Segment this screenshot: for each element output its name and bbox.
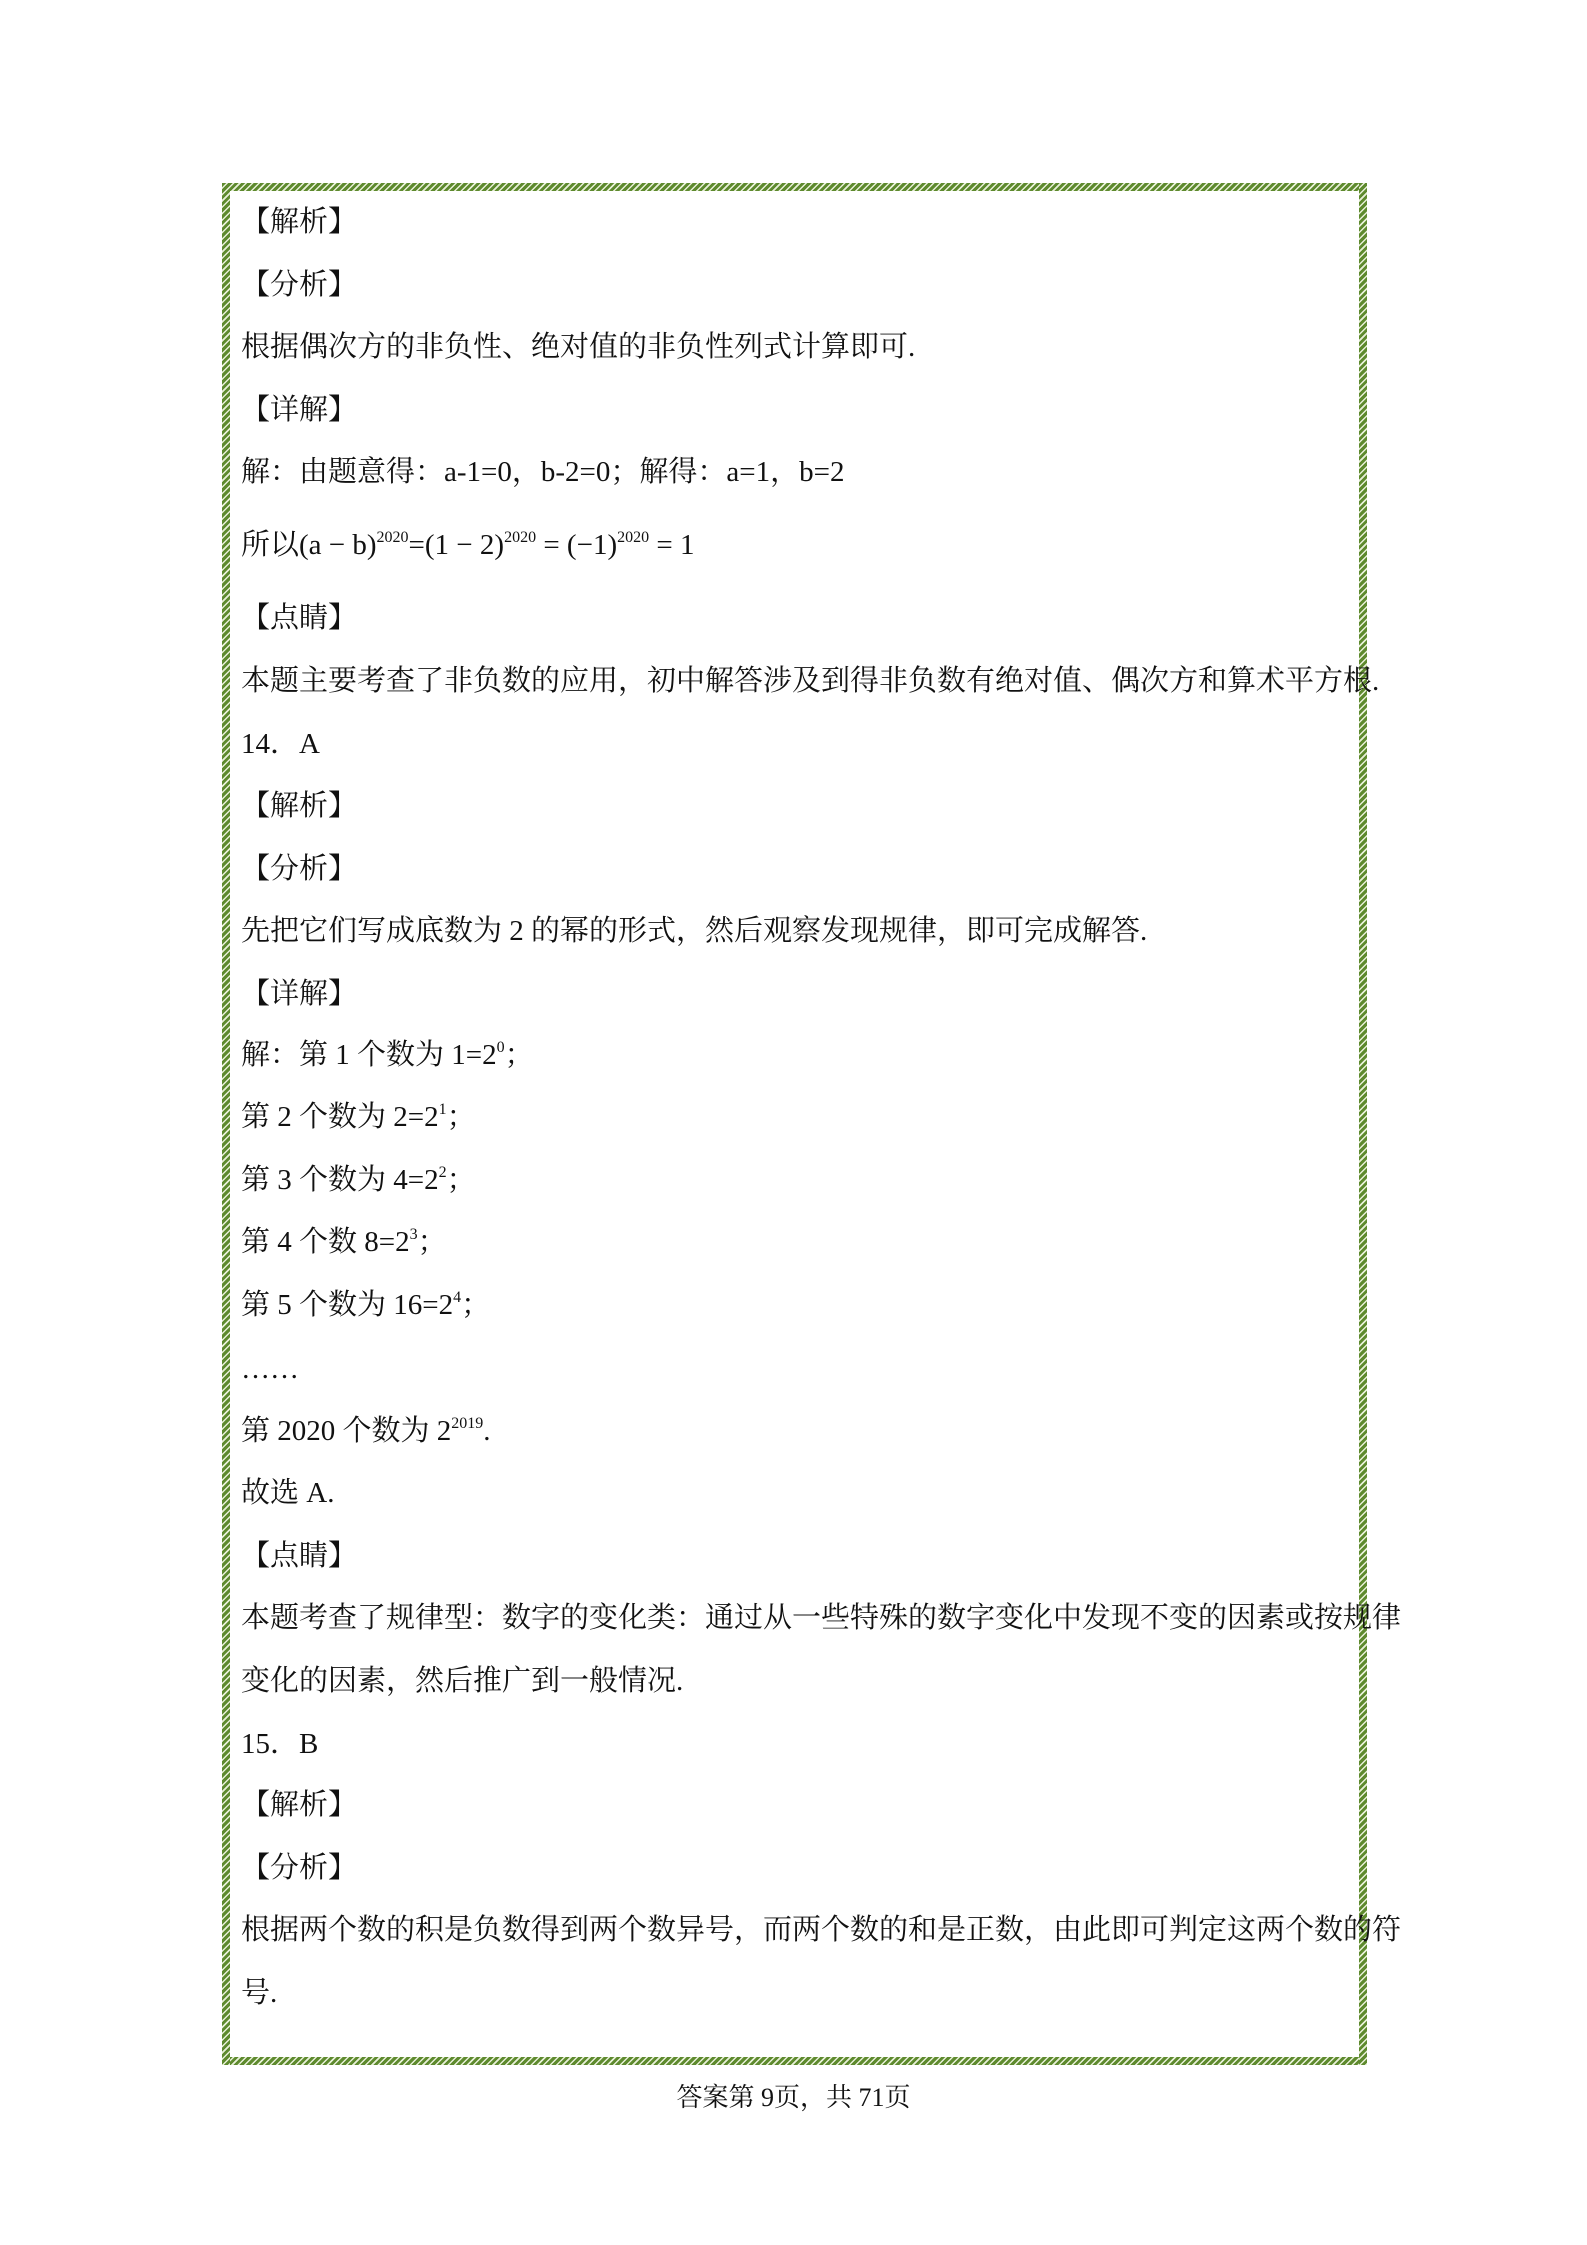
superscript: 4 xyxy=(453,1289,462,1306)
superscript: 1 xyxy=(438,1101,447,1118)
text-segment: 第 5 个数为 16=2 xyxy=(241,1289,454,1321)
text-line xyxy=(241,1726,318,1762)
text-line xyxy=(241,1413,491,1449)
text-segment: 【解析】 xyxy=(241,206,358,238)
text-segment: ； xyxy=(446,1164,476,1196)
text-line xyxy=(241,976,357,1012)
text-line xyxy=(241,1475,334,1511)
text-line xyxy=(241,663,1379,699)
text-segment: 本题主要考查了非负数的应用，初中解答涉及到得非负数有绝对值、偶次方和算术平方根. xyxy=(241,665,1380,697)
text-segment: 【分析】 xyxy=(241,269,358,301)
text-segment: 【分析】 xyxy=(241,1852,358,1884)
text-line xyxy=(241,851,357,887)
text-segment: 【分析】 xyxy=(241,853,358,885)
text-line xyxy=(241,1912,1401,1948)
text-segment: 本题考查了规律型：数字的变化类：通过从一些特殊的数字变化中发现不变的因素或按规律 xyxy=(241,1602,1402,1634)
superscript: 2020 xyxy=(617,529,650,546)
text-line xyxy=(241,1850,357,1886)
superscript: 2 xyxy=(438,1164,447,1181)
text-line xyxy=(241,1162,476,1198)
frame-border-right xyxy=(1359,183,1367,2065)
page-footer: 答案第 9页，共 71页 xyxy=(676,2083,911,2112)
text-line xyxy=(241,1287,490,1323)
text-line xyxy=(241,788,357,824)
text-line xyxy=(241,454,844,490)
frame-border-bottom xyxy=(222,2057,1367,2065)
text-line xyxy=(241,1351,299,1387)
text-segment: 第 2 个数为 2=2 xyxy=(241,1101,439,1133)
text-line xyxy=(241,1037,534,1073)
text-segment: 14．A xyxy=(241,728,320,760)
text-segment: ； xyxy=(417,1226,447,1258)
frame-border-top xyxy=(222,183,1367,191)
text-line xyxy=(241,1787,357,1823)
text-segment: = (−1) xyxy=(536,529,618,561)
text-segment: = 1 xyxy=(649,529,695,561)
text-segment: 解：第 1 个数为 1=2 xyxy=(241,1039,497,1071)
text-segment: ； xyxy=(461,1289,491,1321)
text-line xyxy=(241,726,320,762)
text-line xyxy=(241,1099,476,1135)
text-segment: 变化的因素，然后推广到一般情况. xyxy=(241,1665,684,1697)
text-line xyxy=(241,600,357,636)
text-segment: 故选 A. xyxy=(241,1477,335,1509)
text-segment: 第 4 个数 8=2 xyxy=(241,1226,410,1258)
text-segment: 【详解】 xyxy=(241,394,358,426)
text-segment: 先把它们写成底数为 2 的幂的形式，然后观察发现规律，即可完成解答. xyxy=(241,915,1148,947)
text-line xyxy=(241,329,915,365)
text-segment: 号. xyxy=(241,1977,278,2009)
text-segment: 【详解】 xyxy=(241,978,358,1010)
text-segment: 根据偶次方的非负性、绝对值的非负性列式计算即可. xyxy=(241,331,916,363)
text-segment: 【点睛】 xyxy=(241,602,358,634)
text-segment: 【点睛】 xyxy=(241,1540,358,1572)
text-segment: ； xyxy=(504,1039,534,1071)
superscript: 2020 xyxy=(376,529,409,546)
text-line xyxy=(241,1538,357,1574)
text-line xyxy=(241,527,694,563)
text-segment: …… xyxy=(241,1353,299,1385)
text-segment: 15．B xyxy=(241,1728,319,1760)
text-line xyxy=(241,913,1147,949)
text-segment: =(1 − 2) xyxy=(408,529,505,561)
text-segment: 第 3 个数为 4=2 xyxy=(241,1164,439,1196)
text-line xyxy=(241,392,357,428)
text-segment: 【解析】 xyxy=(241,1789,358,1821)
text-segment: . xyxy=(483,1415,491,1447)
superscript: 3 xyxy=(409,1226,418,1243)
text-segment: 第 2020 个数为 2 xyxy=(241,1415,452,1447)
text-segment: 所以(a − b) xyxy=(241,529,377,561)
text-line xyxy=(241,1600,1401,1636)
text-line xyxy=(241,204,357,240)
superscript: 0 xyxy=(496,1039,505,1056)
text-line xyxy=(241,1975,277,2011)
superscript: 2020 xyxy=(504,529,537,546)
text-segment: 【解析】 xyxy=(241,790,358,822)
text-segment: 解：由题意得：a-1=0，b-2=0；解得：a=1，b=2 xyxy=(241,456,845,488)
text-line xyxy=(241,1663,683,1699)
text-line xyxy=(241,1224,447,1260)
text-line xyxy=(241,267,357,303)
text-segment: ； xyxy=(446,1101,476,1133)
frame-border-left xyxy=(222,183,230,2065)
text-segment: 根据两个数的积是负数得到两个数异号，而两个数的和是正数，由此即可判定这两个数的符 xyxy=(241,1914,1402,1946)
superscript: 2019 xyxy=(451,1415,484,1432)
